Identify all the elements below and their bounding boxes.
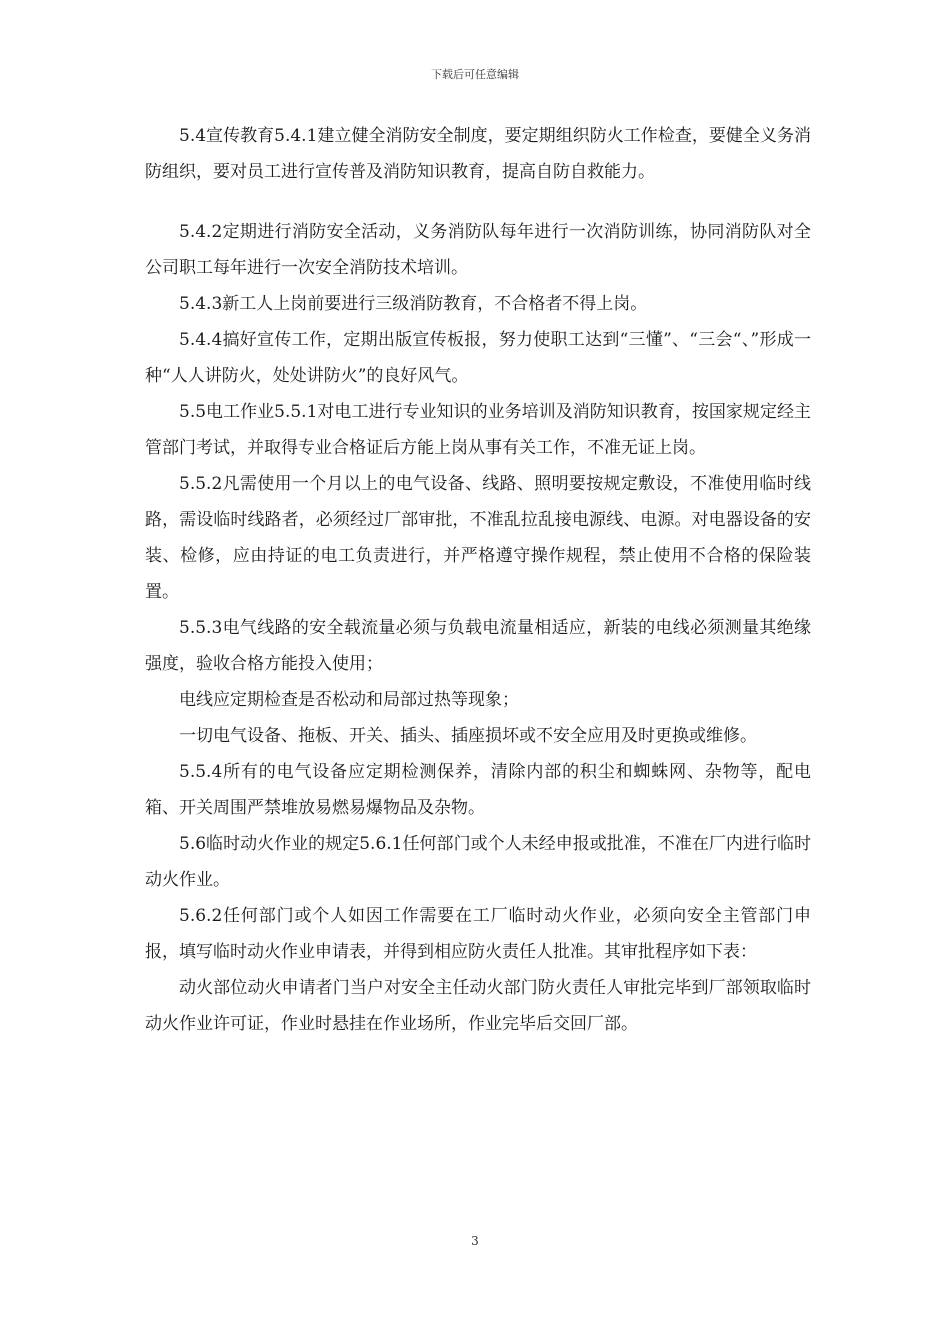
page-header: 下载后可任意编辑 <box>431 68 519 81</box>
paragraph: 5.6.2任何部门或个人如因工作需要在工厂临时动火作业，必须向安全主管部门申报，填写临时动火作业申请表，并得到相应防火责任人批准。其审批程序如下表： <box>145 906 811 962</box>
document-body <box>145 118 811 1042</box>
paragraph: 5.6临时动火作业的规定5.6.1任何部门或个人未经申报或批准，不准在厂内进行临时动火作业。 <box>145 834 811 890</box>
page-number: 3 <box>471 1234 479 1248</box>
paragraph: 电线应定期检查是否松动和局部过热等现象； <box>179 690 519 710</box>
paragraph: 一切电气设备、拖板、开关、插头、插座损坏或不安全应用及时更换或维修。 <box>179 726 757 746</box>
paragraph: 5.5.2凡需使用一个月以上的电气设备、线路、照明要按规定敷设，不准使用临时线路，需设临时线路者，必须经过厂部审批，不准乱拉乱接电源线、电源。对电器设备的安装、检修，应由持证的电工负责进行，并严格遵守操作规程，禁止使用不合格的保险装置。 <box>145 474 811 602</box>
paragraph: 5.4.4搞好宣传工作，定期出版宣传板报，努力使职工达到“三懂”、“三会“、”形成一种“人人讲防火，处处讲防火”的良好风气。 <box>145 330 811 386</box>
paragraph: 5.5电工作业5.5.1对电工进行专业知识的业务培训及消防知识教育，按国家规定经主管部门考试，并取得专业合格证后方能上岗从事有关工作，不准无证上岗。 <box>145 402 811 458</box>
paragraph: 5.5.3电气线路的安全载流量必须与负载电流量相适应，新装的电线必须测量其绝缘强度，验收合格方能投入使用； <box>145 618 811 674</box>
paragraph: 动火部位动火申请者门当户对安全主任动火部门防火责任人审批完毕到厂部领取临时动火作业许可证，作业时悬挂在作业场所，作业完毕后交回厂部。 <box>145 978 811 1034</box>
paragraph: 5.4宣传教育5.4.1建立健全消防安全制度，要定期组织防火工作检查，要健全义务消防组织，要对员工进行宣传普及消防知识教育，提高自防自救能力。 <box>145 126 811 182</box>
paragraph: 5.4.2定期进行消防安全活动，义务消防队每年进行一次消防训练，协同消防队对全公司职工每年进行一次安全消防技术培训。 <box>145 222 811 278</box>
paragraph: 5.5.4所有的电气设备应定期检测保养，清除内部的积尘和蜘蛛网、杂物等，配电箱、开关周围严禁堆放易燃易爆物品及杂物。 <box>145 762 811 818</box>
paragraph: 5.4.3新工人上岗前要进行三级消防教育，不合格者不得上岗。 <box>179 294 648 314</box>
